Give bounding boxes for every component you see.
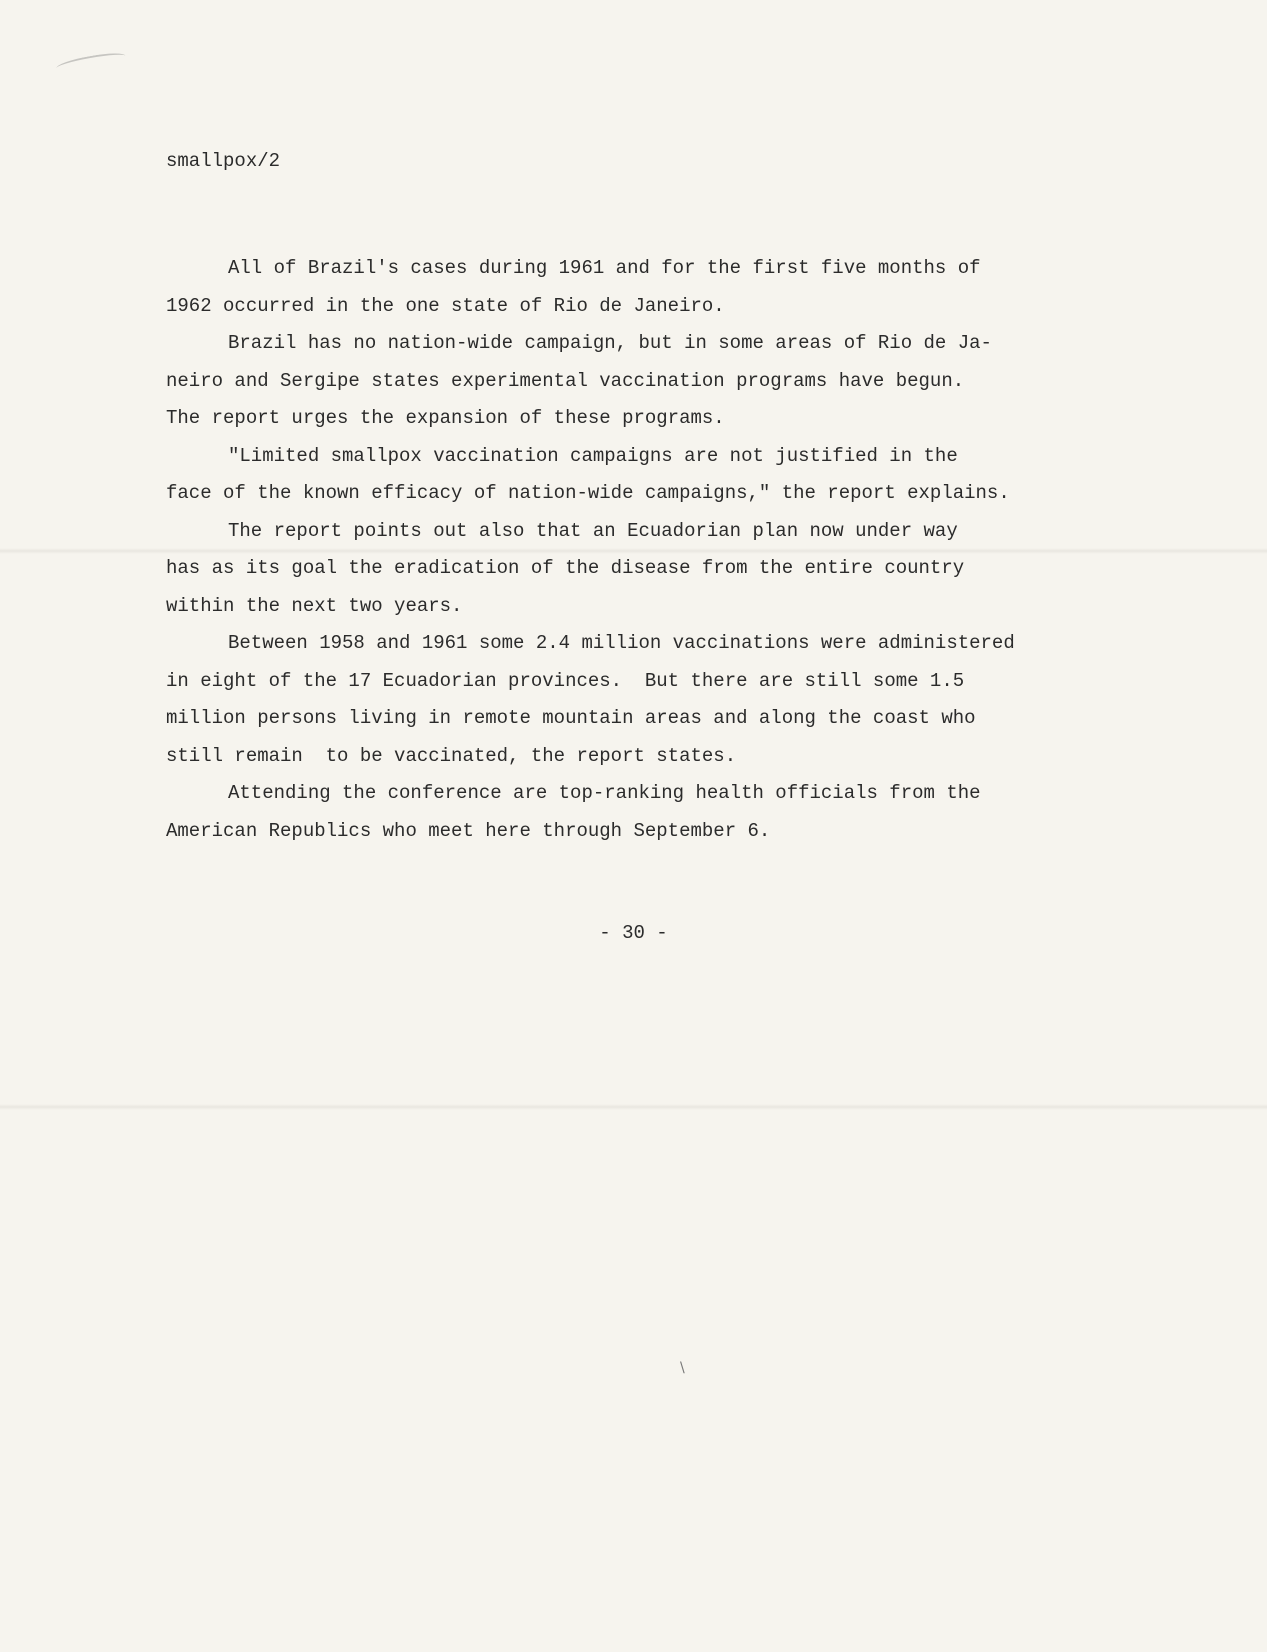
stray-mark: \ xyxy=(680,1360,685,1376)
paragraph-vaccinations-line-4: still remain to be vaccinated, the report states. xyxy=(166,744,737,767)
paragraph-ecuador-plan-line-2: has as its goal the eradication of the disease from the entire country xyxy=(166,557,965,579)
article-body xyxy=(166,250,1096,850)
paragraph-brazil-campaign-line-1: Brazil has no nation-wide campaign, but in some areas of Rio de Ja- xyxy=(228,332,992,354)
paragraph-quote-line-2: face of the known efficacy of nation-wide campaigns," the report explains. xyxy=(166,482,1010,504)
paragraph-conference-line-1: Attending the conference are top-ranking health officials from the xyxy=(228,782,981,804)
page-number: - 30 - xyxy=(599,922,668,944)
paragraph-ecuador-plan-line-1: The report points out also that an Ecuadorian plan now under way xyxy=(228,519,958,542)
paragraph-ecuador-plan-line-3: within the next two years. xyxy=(166,594,463,617)
paragraph-brazil-campaign-line-2: neiro and Sergipe states experimental vaccination programs have begun. xyxy=(166,369,965,392)
paragraph-brazil-cases-line-1: All of Brazil's cases during 1961 and for the first five months of xyxy=(228,257,981,279)
paragraph-brazil-cases-line-2: 1962 occurred in the one state of Rio de Janeiro. xyxy=(166,294,725,317)
paragraph-quote-line-1: "Limited smallpox vaccination campaigns are not justified in the xyxy=(228,444,958,467)
paragraph-vaccinations-line-2: in eight of the 17 Ecuadorian provinces. But there are still some 1.5 xyxy=(166,669,965,692)
page-slug: smallpox/2 xyxy=(166,150,281,172)
paper-fold-lower xyxy=(0,1104,1267,1110)
paragraph-vaccinations-line-3: million persons living in remote mountain areas and along the coast who xyxy=(166,707,976,729)
paragraph-brazil-campaign-line-3: The report urges the expansion of these programs. xyxy=(166,407,725,429)
paragraph-conference-line-2: American Republics who meet here through September 6. xyxy=(166,819,771,842)
paragraph-vaccinations-line-1: Between 1958 and 1961 some 2.4 million vaccinations were administered xyxy=(228,632,1015,654)
ink-smudge xyxy=(55,50,126,74)
